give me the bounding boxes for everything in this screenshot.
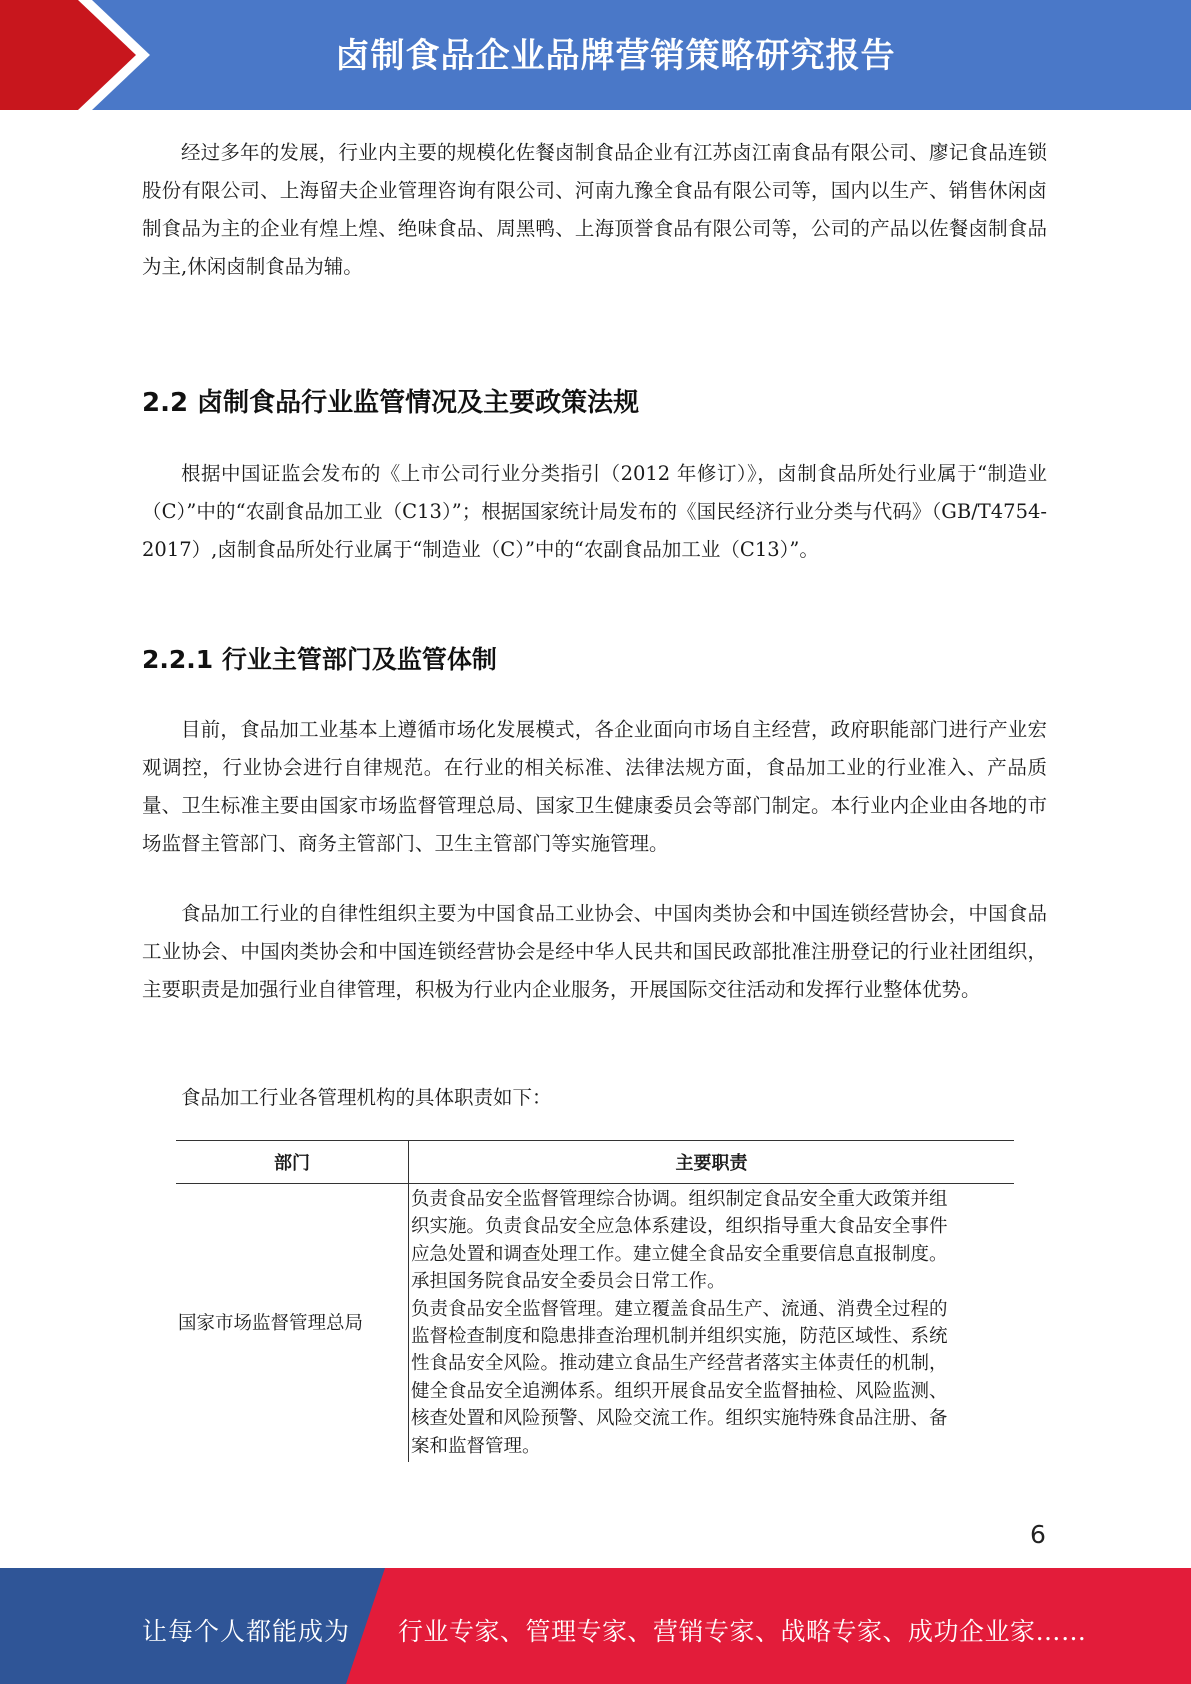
table-row xyxy=(176,1184,1014,1463)
table-header-row xyxy=(176,1141,1014,1184)
footer-slogan-left: 让每个人都能成为 xyxy=(142,1617,351,1646)
section-heading: 2.2 卤制食品行业监管情况及主要政策法规 xyxy=(142,388,640,418)
column-header-duty: 主要职责 xyxy=(409,1141,1015,1184)
duty-line: 应急处置和调查处理工作。建立健全食品安全重要信息直报制度。 xyxy=(411,1243,948,1265)
regulation-paragraph: 目前，食品加工业基本上遵循市场化发展模式，各企业面向市场自主经营，政府职能部门进行产业宏观调控，行业协会进行自律规范。在行业的相关标准、法律法规方面，食品加工业的行业准入、产品质量、卫生标准主要由国家市场监督管理总局、国家卫生健康委员会等部门制定。本行业内企业由各地的市场监督主管部门、商务主管部门、卫生主管部门等实施管理。 xyxy=(142,718,1047,855)
duty-line: 织实施。负责食品安全应急体系建设，组织指导重大食品安全事件 xyxy=(411,1216,948,1238)
report-title: 卤制食品企业品牌营销策略研究报告 xyxy=(335,36,896,76)
duty-cell xyxy=(409,1184,1015,1463)
association-paragraph: 食品加工行业的自律性组织主要为中国食品工业协会、中国肉类协会和中国连锁经营协会，中国食品工业协会、中国肉类协会和中国连锁经营协会是经中华人民共和国民政部批准注册登记的行业社团组织，主要职责是加强行业自律管理，积极为行业内企业服务，开展国际交往活动和发挥行业整体优势。 xyxy=(142,902,1047,1001)
subsection-heading: 2.2.1 行业主管部门及监管体制 xyxy=(142,645,497,674)
column-header-dept: 部门 xyxy=(176,1141,409,1184)
duty-line: 监督检查制度和隐患排查治理机制并组织实施，防范区域性、系统 xyxy=(411,1326,948,1348)
duty-line: 负责食品安全监督管理。建立覆盖食品生产、流通、消费全过程的 xyxy=(411,1298,948,1320)
duty-line: 性食品安全风险。推动建立食品生产经营者落实主体责任的机制， xyxy=(411,1353,948,1375)
duty-line: 负责食品安全监督管理综合协调。组织制定食品安全重大政策并组 xyxy=(411,1189,948,1210)
intro-paragraph: 经过多年的发展，行业内主要的规模化佐餐卤制食品企业有江苏卤江南食品有限公司、廖记食品连锁股份有限公司、上海留夫企业管理咨询有限公司、河南九豫全食品有限公司等，国内以生产、销售休闲卤制食品为主的企业有煌上煌、绝味食品、周黑鸭、上海顶誉食品有限公司等，公司的产品以佐餐卤制食品为主,休闲卤制食品为辅。 xyxy=(142,141,1047,278)
table-intro-paragraph: 食品加工行业各管理机构的具体职责如下： xyxy=(181,1086,552,1109)
page-footer xyxy=(0,1568,1191,1684)
classification-paragraph: 根据中国证监会发布的《上市公司行业分类指引（2012 年修订）》，卤制食品所处行业属于“制造业（C）”中的“农副食品加工业（C13）”；根据国家统计局发布的《国民经济行业分类与代码》（GB/T4754-2017）,卤制食品所处行业属于“制造业（C）”中的“农副食品加工业（C13）”。 xyxy=(142,462,1047,561)
dept-cell: 国家市场监督管理总局 xyxy=(176,1184,409,1463)
page-header xyxy=(0,0,1191,110)
footer-slogan-right: 行业专家、管理专家、营销专家、战略专家、成功企业家…… xyxy=(398,1617,1087,1646)
duties-table xyxy=(176,1140,1014,1462)
duty-line: 健全食品安全追溯体系。组织开展食品安全监督抽检、风险监测、 xyxy=(411,1380,948,1402)
duty-line: 承担国务院食品安全委员会日常工作。 xyxy=(411,1271,726,1293)
duty-line: 案和监督管理。 xyxy=(411,1435,541,1457)
duty-line: 核查处置和风险预警、风险交流工作。组织实施特殊食品注册、备 xyxy=(411,1408,948,1430)
page-number: 6 xyxy=(1030,1520,1046,1549)
